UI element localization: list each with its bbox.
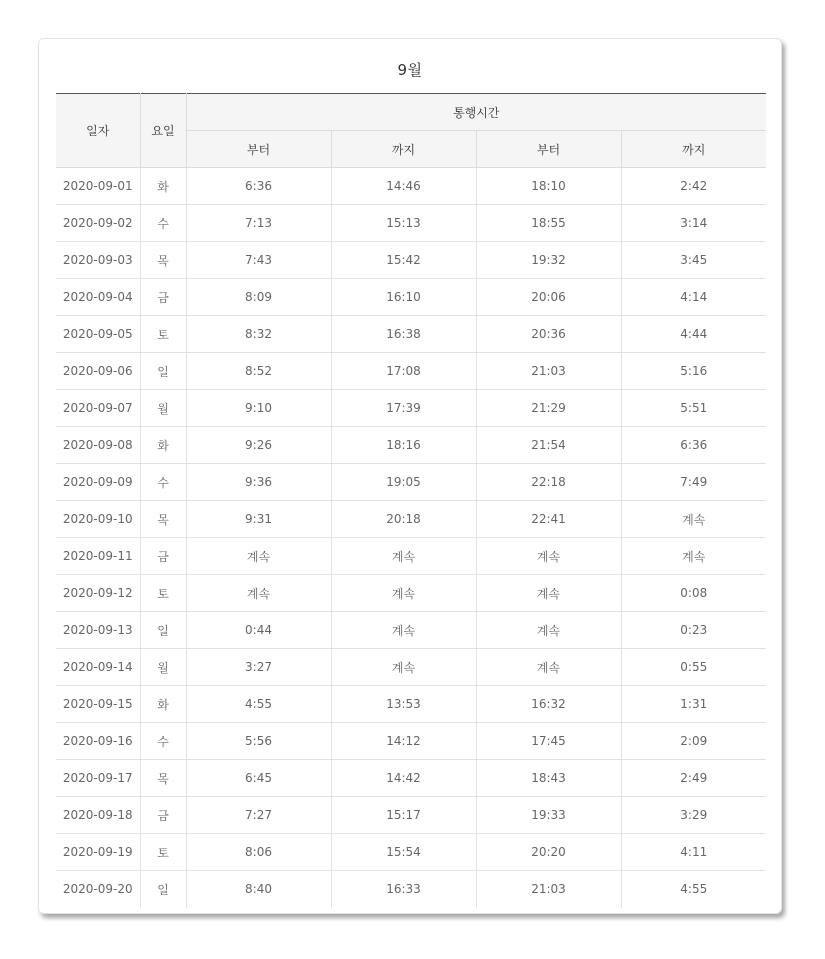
header-passage-time: 통행시간 [186,94,766,131]
cell-to-1: 계속 [331,649,476,686]
cell-day: 목 [140,760,186,797]
cell-day: 금 [140,797,186,834]
cell-day: 목 [140,242,186,279]
cell-to-1: 13:53 [331,686,476,723]
table-row [56,612,766,649]
cell-from-1: 9:26 [186,427,331,464]
cell-day: 일 [140,612,186,649]
cell-to-2: 3:29 [621,797,766,834]
cell-day: 수 [140,205,186,242]
cell-to-1: 15:17 [331,797,476,834]
cell-from-2: 계속 [476,649,621,686]
cell-to-1: 15:42 [331,242,476,279]
cell-from-2: 계속 [476,538,621,575]
cell-day: 일 [140,871,186,908]
cell-from-1: 6:45 [186,760,331,797]
cell-to-1: 14:46 [331,168,476,205]
cell-from-2: 20:36 [476,316,621,353]
cell-from-1: 8:09 [186,279,331,316]
cell-from-1: 9:10 [186,390,331,427]
cell-from-1: 4:55 [186,686,331,723]
table-row [56,279,766,316]
table-row [56,538,766,575]
cell-day: 월 [140,649,186,686]
table-row [56,686,766,723]
cell-date: 2020-09-02 [56,205,140,242]
cell-day: 화 [140,427,186,464]
cell-to-1: 19:05 [331,464,476,501]
cell-to-1: 16:38 [331,316,476,353]
table-row [56,501,766,538]
cell-date: 2020-09-18 [56,797,140,834]
cell-to-2: 5:51 [621,390,766,427]
cell-day: 화 [140,168,186,205]
cell-date: 2020-09-07 [56,390,140,427]
cell-date: 2020-09-04 [56,279,140,316]
cell-day: 일 [140,353,186,390]
cell-to-2: 2:09 [621,723,766,760]
cell-date: 2020-09-13 [56,612,140,649]
table-row [56,723,766,760]
cell-date: 2020-09-10 [56,501,140,538]
table-row [56,390,766,427]
header-to-1: 까지 [331,131,476,168]
page-title: 9월 [397,61,423,79]
cell-to-1: 계속 [331,612,476,649]
cell-to-1: 18:16 [331,427,476,464]
cell-date: 2020-09-11 [56,538,140,575]
cell-from-1: 6:36 [186,168,331,205]
passage-time-table [56,93,766,908]
header-from-1: 부터 [186,131,331,168]
cell-from-1: 8:40 [186,871,331,908]
cell-to-1: 17:08 [331,353,476,390]
table-row [56,168,766,205]
cell-date: 2020-09-08 [56,427,140,464]
cell-day: 수 [140,723,186,760]
cell-to-2: 계속 [621,501,766,538]
cell-day: 수 [140,464,186,501]
table-row [56,871,766,908]
cell-to-1: 계속 [331,538,476,575]
cell-to-1: 16:33 [331,871,476,908]
table-row [56,427,766,464]
cell-to-2: 4:55 [680,882,708,897]
cell-to-2: 3:45 [621,242,766,279]
cell-to-2: 5:16 [621,353,766,390]
cell-from-1: 9:36 [186,464,331,501]
table-body [56,168,766,908]
table-row [56,834,766,871]
header-date: 일자 [56,94,140,168]
cell-from-2: 21:03 [476,353,621,390]
cell-date: 2020-09-16 [56,723,140,760]
cell-date: 2020-09-06 [56,353,140,390]
cell-date: 2020-09-20 [56,871,140,908]
cell-day: 목 [140,501,186,538]
cell-from-1: 계속 [186,575,331,612]
cell-from-2: 19:32 [476,242,621,279]
cell-from-1: 8:52 [186,353,331,390]
cell-to-2: 2:42 [621,168,766,205]
header-day: 요일 [140,94,186,168]
cell-to-2: 0:08 [621,575,766,612]
table-row [56,353,766,390]
header-from-2: 부터 [476,131,621,168]
cell-to-2: 계속 [621,538,766,575]
cell-from-1: 8:32 [186,316,331,353]
cell-from-2: 19:33 [476,797,621,834]
cell-from-2: 21:29 [476,390,621,427]
cell-from-2: 계속 [476,575,621,612]
cell-from-1: 0:44 [186,612,331,649]
cell-from-2: 22:18 [476,464,621,501]
table-row [56,760,766,797]
cell-to-1: 17:39 [331,390,476,427]
cell-day: 화 [140,686,186,723]
cell-date: 2020-09-12 [56,575,140,612]
cell-from-2: 18:10 [476,168,621,205]
cell-to-2: 3:14 [621,205,766,242]
cell-from-2: 18:55 [476,205,621,242]
cell-from-2: 21:54 [476,427,621,464]
cell-from-2: 20:06 [476,279,621,316]
cell-from-2: 계속 [476,612,621,649]
cell-date: 2020-09-01 [56,168,140,205]
cell-to-1: 20:18 [331,501,476,538]
cell-date: 2020-09-03 [56,242,140,279]
cell-from-1: 계속 [186,538,331,575]
cell-from-1: 5:56 [186,723,331,760]
table-row [56,797,766,834]
cell-from-2: 22:41 [476,501,621,538]
cell-to-1: 15:54 [331,834,476,871]
cell-day: 토 [140,316,186,353]
cell-date: 2020-09-09 [56,464,140,501]
cell-to-1: 14:12 [331,723,476,760]
cell-from-1: 7:27 [186,797,331,834]
cell-to-1: 계속 [331,575,476,612]
table-row [56,316,766,353]
cell-to-2: 4:14 [621,279,766,316]
cell-to-2: 4:44 [621,316,766,353]
cell-from-2: 20:20 [476,834,621,871]
cell-date: 2020-09-17 [56,760,140,797]
header-to-2: 까지 [621,131,766,168]
table-row [56,575,766,612]
cell-from-1: 7:43 [186,242,331,279]
cell-from-1: 3:27 [186,649,331,686]
schedule-card [38,38,782,914]
cell-to-1: 15:13 [331,205,476,242]
table-row [56,205,766,242]
cell-to-2: 2:49 [621,760,766,797]
cell-day: 토 [140,834,186,871]
cell-from-2: 21:03 [476,871,621,908]
cell-day: 월 [140,390,186,427]
cell-to-2: 1:31 [621,686,766,723]
cell-from-1: 9:31 [186,501,331,538]
cell-from-2: 18:43 [476,760,621,797]
cell-from-1: 7:13 [186,205,331,242]
cell-to-2: 6:36 [621,427,766,464]
cell-to-2: 0:23 [621,612,766,649]
cell-day: 금 [140,538,186,575]
cell-date: 2020-09-14 [56,649,140,686]
cell-to-2: 0:55 [621,649,766,686]
table-row [56,242,766,279]
cell-to-1: 14:42 [331,760,476,797]
table-row [56,649,766,686]
cell-to-2: 7:49 [621,464,766,501]
cell-date: 2020-09-05 [56,316,140,353]
cell-day: 금 [140,279,186,316]
cell-to-2: 4:11 [621,834,766,871]
cell-from-2: 16:32 [476,686,621,723]
cell-to-1: 16:10 [331,279,476,316]
cell-from-1: 8:06 [186,834,331,871]
cell-date: 2020-09-19 [56,834,140,871]
table-header [56,94,766,168]
cell-from-2: 17:45 [476,723,621,760]
cell-date: 2020-09-15 [56,686,140,723]
cell-day: 토 [140,575,186,612]
table-row [56,464,766,501]
